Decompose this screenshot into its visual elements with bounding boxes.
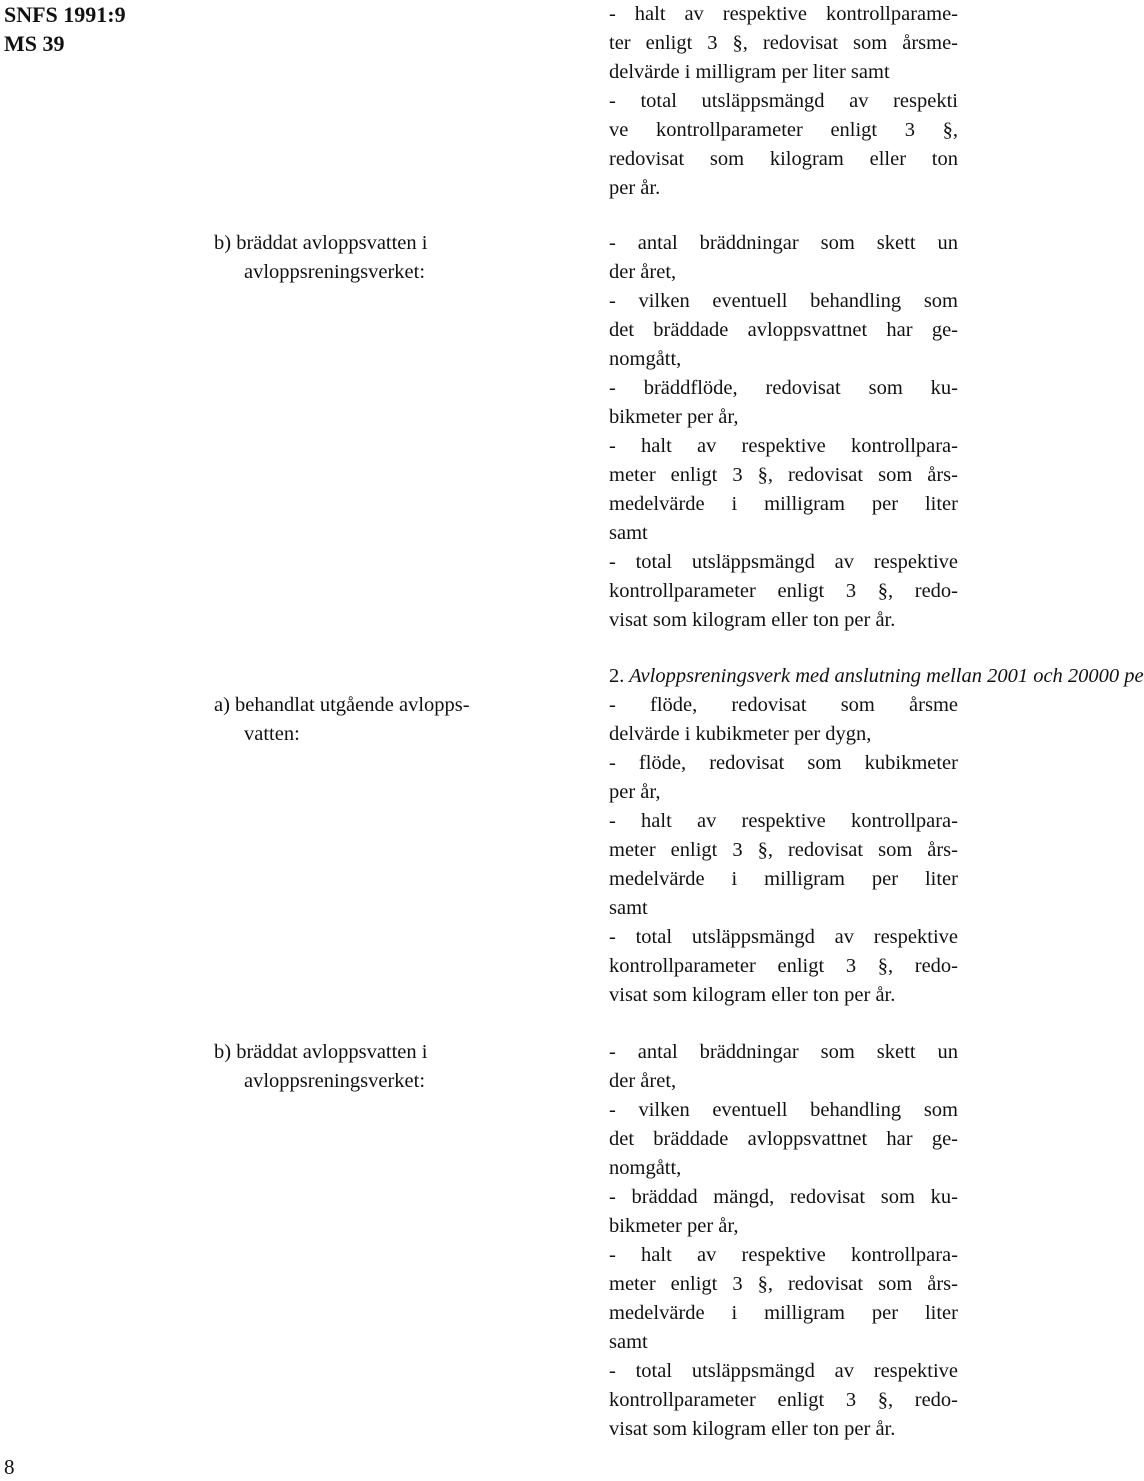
item-label-b-overflow-2-cont: avloppsreningsverket: xyxy=(244,1070,426,1092)
text-line: meter enligt 3 §, redovisat som års- xyxy=(609,1273,958,1295)
continued-requirement-list xyxy=(609,0,958,203)
overflow-requirement-list xyxy=(609,229,958,635)
text-line: - halt av respektive kontrollparame- xyxy=(609,3,958,25)
text-line: meter enligt 3 §, redovisat som års- xyxy=(609,464,958,486)
text-line: - total utsläppsmängd av respektive xyxy=(609,926,958,948)
text-line: - halt av respektive kontrollpara- xyxy=(609,1244,958,1266)
text-line: - bräddflöde, redovisat som ku- xyxy=(609,377,958,399)
document-code: SNFS 1991:9 xyxy=(4,2,126,27)
item-label-a-treated: a) behandlat utgående avlopps- xyxy=(214,694,470,716)
text-line: delvärde i kubikmeter per dygn, xyxy=(609,723,872,745)
item-label-b-overflow-cont: avloppsreningsverket: xyxy=(244,261,426,283)
text-line: kontrollparameter enligt 3 §, redo- xyxy=(609,1389,958,1411)
overflow-requirement-list-2 xyxy=(609,1038,958,1444)
section-title: Avloppsreningsverk med anslutning mellan 2001 och 20000 pe xyxy=(629,665,1144,687)
text-line: nomgått, xyxy=(609,348,682,370)
text-line: - total utsläppsmängd av respektive xyxy=(609,1360,958,1382)
text-line: medelvärde i milligram per liter xyxy=(609,1302,958,1324)
text-line: samt xyxy=(609,897,648,919)
text-line: visat som kilogram eller ton per år. xyxy=(609,609,896,631)
text-line: det bräddade avloppsvattnet har ge- xyxy=(609,1128,958,1150)
text-line: - flöde, redovisat som kubikmeter xyxy=(609,752,958,774)
text-line: der året, xyxy=(609,1070,677,1092)
text-line: - flöde, redovisat som årsme xyxy=(609,694,958,716)
treated-requirement-list xyxy=(609,691,958,1010)
text-line: samt xyxy=(609,1331,648,1353)
text-line: - halt av respektive kontrollpara- xyxy=(609,435,958,457)
text-line: kontrollparameter enligt 3 §, redo- xyxy=(609,580,958,602)
text-line: samt xyxy=(609,522,648,544)
text-line: ve kontrollparameter enligt 3 §, xyxy=(609,119,958,141)
text-line: - antal bräddningar som skett un xyxy=(609,232,958,254)
page-number: 8 xyxy=(4,1455,15,1479)
text-line: - total utsläppsmängd av respektive xyxy=(609,551,958,573)
section-heading xyxy=(609,662,1144,691)
item-label-b-overflow-2: b) bräddat avloppsvatten i xyxy=(214,1041,428,1063)
text-line: bikmeter per år, xyxy=(609,1215,739,1237)
text-line: nomgått, xyxy=(609,1157,682,1179)
text-line: bikmeter per år, xyxy=(609,406,739,428)
text-line: meter enligt 3 §, redovisat som års- xyxy=(609,839,958,861)
text-line: per år, xyxy=(609,781,661,803)
text-line: visat som kilogram eller ton per år. xyxy=(609,1418,896,1440)
text-line: per år. xyxy=(609,177,661,199)
text-line: visat som kilogram eller ton per år. xyxy=(609,984,896,1006)
text-line: - vilken eventuell behandling som xyxy=(609,290,958,312)
text-line: delvärde i milligram per liter samt xyxy=(609,61,890,83)
text-line: - vilken eventuell behandling som xyxy=(609,1099,958,1121)
text-line: redovisat som kilogram eller ton xyxy=(609,148,958,170)
text-line: medelvärde i milligram per liter xyxy=(609,868,958,890)
text-line: - antal bräddningar som skett un xyxy=(609,1041,958,1063)
text-line: - bräddad mängd, redovisat som ku- xyxy=(609,1186,958,1208)
item-label-b-overflow: b) bräddat avloppsvatten i xyxy=(214,232,428,254)
section-number: 2. xyxy=(609,665,625,687)
item-label-a-treated-cont: vatten: xyxy=(244,723,300,745)
text-line: det bräddade avloppsvattnet har ge- xyxy=(609,319,958,341)
text-line: ter enligt 3 §, redovisat som årsme- xyxy=(609,32,958,54)
text-line: kontrollparameter enligt 3 §, redo- xyxy=(609,955,958,977)
text-line: - halt av respektive kontrollpara- xyxy=(609,810,958,832)
document-subcode: MS 39 xyxy=(4,31,65,56)
text-line: - total utsläppsmängd av respekti xyxy=(609,90,958,112)
text-line: der året, xyxy=(609,261,677,283)
text-line: medelvärde i milligram per liter xyxy=(609,493,958,515)
